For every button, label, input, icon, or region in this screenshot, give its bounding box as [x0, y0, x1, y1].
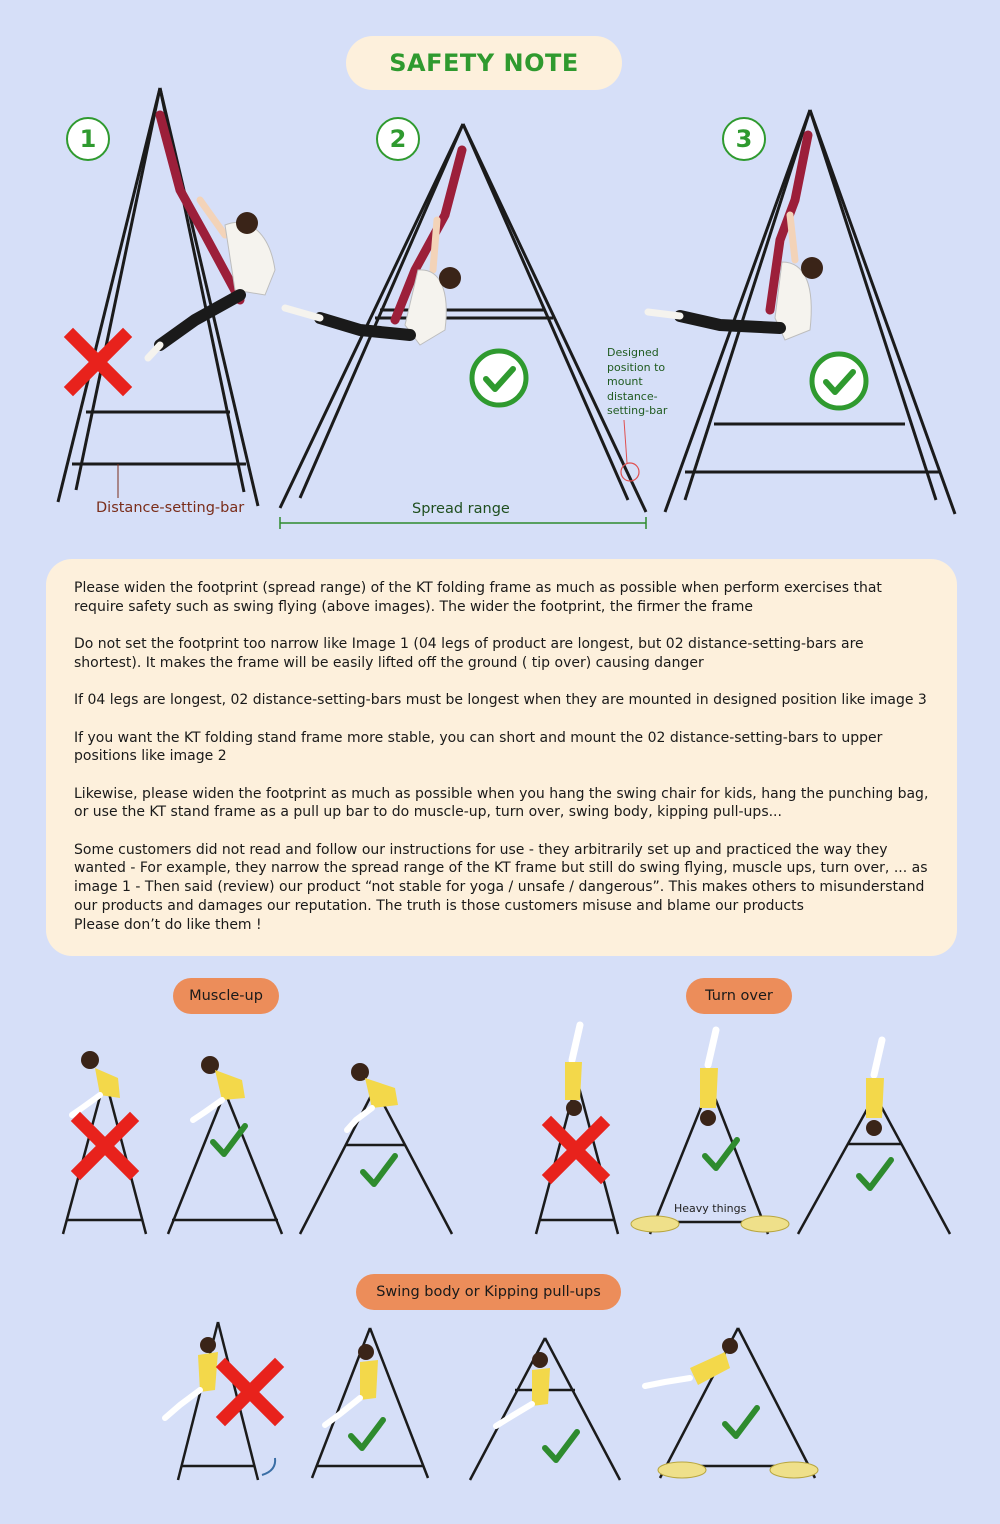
swing-frame-4: [660, 1328, 815, 1478]
designed-position-line: setting-bar: [607, 404, 668, 417]
swing-weight-right: [770, 1462, 818, 1478]
heavy-weight-right: [741, 1216, 789, 1232]
check-mark-swing-3: [545, 1432, 577, 1460]
safety-note-title: SAFETY NOTE: [346, 36, 622, 90]
turn-over-figure-2: [700, 1030, 718, 1126]
designed-position-label: [607, 346, 687, 419]
heavy-things-label: Heavy things: [674, 1202, 747, 1215]
figure-number-1: 1: [66, 117, 110, 161]
figure-number-2: 2: [376, 117, 420, 161]
safety-instructions-box: [46, 559, 957, 956]
muscle-up-frame-1: [63, 1078, 146, 1234]
muscle-up-figure-3: [347, 1063, 398, 1130]
check-mark-figure-3: [812, 354, 866, 408]
check-mark-muscle-up-2: [213, 1126, 245, 1154]
swing-weight-left: [658, 1462, 706, 1478]
note-paragraph: If you want the KT folding stand frame more stable, you can short and mount the 02 distance-setting-bars to upper positions like image 2: [74, 729, 883, 765]
gymnast-figure-2: [285, 220, 461, 345]
note-paragraph: If 04 legs are longest, 02 distance-setting-bars must be longest when they are mounted in designed position like image 3: [74, 692, 927, 709]
figure-number-3: 3: [722, 117, 766, 161]
check-mark-swing-4: [725, 1408, 757, 1436]
heavy-weight-left: [631, 1216, 679, 1232]
hammock-figure-1: [160, 115, 240, 300]
turn-over-pill: Turn over: [686, 978, 792, 1014]
distance-setting-bar-label: Distance-setting-bar: [96, 500, 245, 516]
spread-range-bracket: [280, 517, 646, 529]
designed-position-line: distance-: [607, 389, 658, 403]
note-paragraph: Some customers did not read and follow our instructions for use - they arbitrarily set up and practiced the way they wanted - For example, they narrow the spread range of the KT frame but still do swing flying, muscle ups, turn over, ... as image 1 - Then said (review) our product “not stable for yoga / unsafe / dangerous”. This makes others to misunderstand our products and damages our reputation. The truth is those customers misuse and blame our products: [74, 841, 928, 914]
gymnast-figure-3: [648, 215, 823, 340]
turn-over-figure-1: [565, 1025, 582, 1116]
turn-over-figure-3: [866, 1040, 884, 1136]
swing-body-pill: Swing body or Kipping pull-ups: [356, 1274, 621, 1310]
swing-figure-2: [325, 1344, 378, 1425]
spread-range-label: Spread range: [412, 501, 510, 517]
swing-figure-1: [165, 1337, 218, 1418]
tip-arrow: [262, 1458, 275, 1475]
designed-position-line: Designed: [607, 346, 659, 359]
note-closing: Please don’t do like them !: [74, 916, 262, 933]
muscle-up-pill: Muscle-up: [173, 978, 279, 1014]
check-mark-swing-2: [351, 1420, 383, 1448]
muscle-up-frame-2: [168, 1092, 282, 1234]
muscle-up-frame-3: [300, 1088, 452, 1234]
check-mark-turn-over-2: [705, 1140, 737, 1168]
check-mark-turn-over-3: [859, 1160, 891, 1188]
note-paragraph: Likewise, please widen the footprint as much as possible when you hang the swing chair for kids, hang the punching bag, or use the KT stand frame as a pull up bar to do muscle-up, turn over, swing body, kipping pull-ups...: [74, 785, 929, 821]
note-paragraph: Do not set the footprint too narrow like Image 1 (04 legs of product are longest, but 02 distance-setting-bars are shortest). It makes the frame will be easily lifted off the ground ( tip over) causing danger: [74, 636, 864, 671]
note-paragraph: Please widen the footprint (spread range) of the KT folding frame as much as possible when perform exercises that require safety such as swing flying (above images). The wider the footprint, the firmer the frame: [74, 580, 882, 615]
swing-figure-4: [645, 1338, 738, 1386]
cross-mark-swing-1: [225, 1367, 275, 1417]
check-mark-muscle-up-3: [363, 1156, 395, 1184]
check-mark-figure-2: [472, 351, 526, 405]
designed-position-line: position to: [607, 360, 666, 374]
muscle-up-figure-2: [193, 1056, 245, 1120]
designed-position-line: mount: [607, 375, 643, 388]
